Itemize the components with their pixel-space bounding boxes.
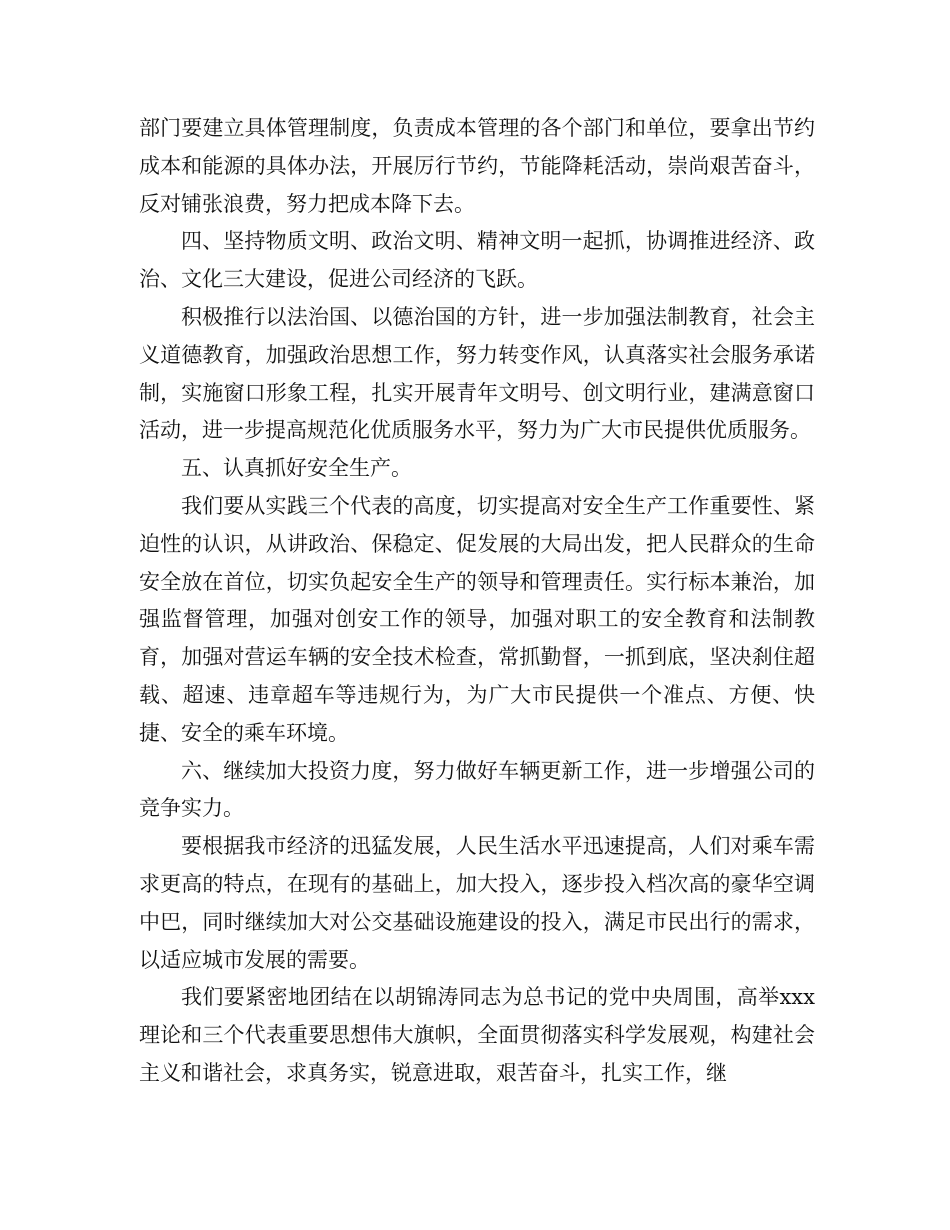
document-body	[139, 110, 815, 1093]
paragraph-continuation: 部门要建立具体管理制度，负责成本管理的各个部门和单位，要拿出节约成本和能源的具体办法，开展厉行节约，节能降耗活动，崇尚艰苦奋斗，反对铺张浪费，努力把成本降下去。	[139, 116, 815, 216]
paragraph: 要根据我市经济的迅猛发展，人民生活水平迅速提高，人们对乘车需求更高的特点，在现有的基础上，加大投入，逐步投入档次高的豪华空调中巴，同时继续加大对公交基础设施建设的投入，满足市民出行的需求，以适应城市发展的需要。	[139, 834, 815, 972]
paragraph: 积极推行以法治国、以德治国的方针，进一步加强法制教育，社会主义道德教育，加强政治思想工作，努力转变作风，认真落实社会服务承诺制，实施窗口形象工程，扎实开展青年文明号、创文明行业，建满意窗口活动，进一步提高规范化优质服务水平，努力为广大市民提供优质服务。	[139, 304, 815, 443]
section-heading-five: 五、认真抓好安全生产。	[181, 456, 412, 481]
section-heading-six: 六、继续加大投资力度，努力做好车辆更新工作，进一步增强公司的竞争实力。	[139, 758, 815, 821]
paragraph-closing: 我们要紧密地团结在以胡锦涛同志为总书记的党中央周围，高举xxx理论和三个代表重要思想伟大旗帜，全面贯彻落实科学发展观，构建社会主义和谐社会，求真务实，锐意进取，艰苦奋斗，扎实工作，继	[139, 985, 815, 1085]
paragraph: 我们要从实践三个代表的高度，切实提高对安全生产工作重要性、紧迫性的认识，从讲政治、保稳定、促发展的大局出发，把人民群众的生命安全放在首位，切实负起安全生产的领导和管理责任。实行标本兼治，加强监督管理，加强对创安工作的领导，加强对职工的安全教育和法制教育，加强对营运车辆的安全技术检查，常抓勤督，一抓到底，坚决刹住超载、超速、违章超车等违规行为，为广大市民提供一个准点、方便、快捷、安全的乘车环境。	[139, 493, 815, 745]
section-heading-four: 四、坚持物质文明、政治文明、精神文明一起抓，协调推进经济、政治、文化三大建设，促进公司经济的飞跃。	[139, 229, 815, 292]
